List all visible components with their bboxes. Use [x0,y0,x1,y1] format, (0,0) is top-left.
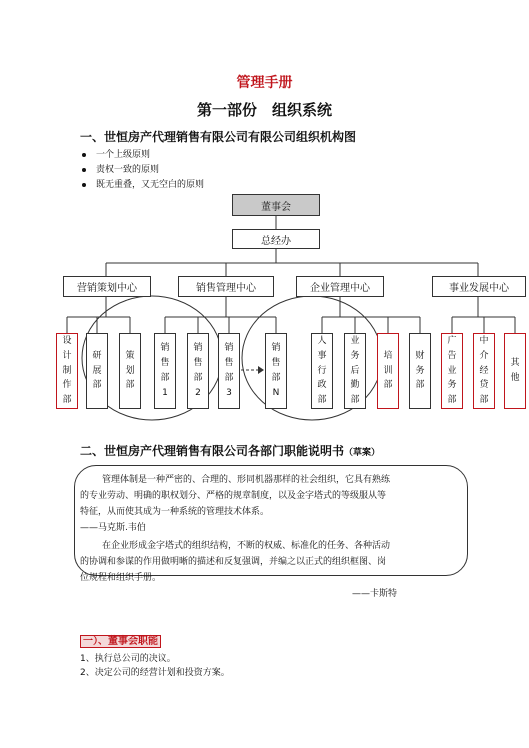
dept-sales-2: 销 售 部 2 [187,333,209,409]
manual-title: 管理手册 [236,75,293,91]
section1-heading: 一、世恒房产代理销售有限公司有限公司组织机构图 [80,130,357,144]
general-office-box: 总经办 [232,229,320,249]
dept-agency-loan: 中 介 经 贷 部 [473,333,495,409]
quote-line: 特征，从而使其成为一种系统的管理技术体系。 [80,507,270,517]
dept-logistics: 业 务 后 勤 部 [344,333,366,409]
list-item: 2、决定公司的经营计划和投资方案。 [80,668,230,678]
board-box: 董事会 [232,194,320,216]
quote-attribution: ——马克斯.韦伯 [80,523,146,533]
principle-item: 责权一致的原则 [82,163,204,178]
quote-line: 位规程和组织手册。 [80,573,162,583]
board-functions-label: 一）、董事会职能 [80,635,161,648]
quote-line: 的协调和参谋的作用做明晰的描述和反复强调，并编之以正式的组织框图、岗 [80,557,387,567]
dept-design: 设 计 制 作 部 [56,333,78,409]
principle-item: 既无重叠，又无空白的原则 [82,178,204,193]
dept-sales-n: 销 售 部 N [265,333,287,409]
center-enterprise: 企业管理中心 [296,276,384,297]
quote-line: 的专业劳动、明确的职权划分、严格的规章制度，以及金字塔式的等级服从等 [80,491,387,501]
quote-attribution: ——卡斯特 [352,589,398,599]
list-item: 1、执行总公司的决议。 [80,654,176,664]
dept-training: 培 训 部 [377,333,399,409]
dept-sales-1: 销 售 部 1 [154,333,176,409]
principle-item: 一个上级原则 [82,148,204,163]
dept-other: 其 他 [504,333,526,409]
quote-line: 管理体制是一种严密的、合理的、形同机器那样的社会组织，它具有熟练 [102,475,391,485]
dept-advertising: 广 告 业 务 部 [441,333,463,409]
center-development: 事业发展中心 [432,276,526,297]
heading-note: （草案） [344,448,381,458]
dept-finance: 财 务 部 [409,333,431,409]
dept-hr-admin: 人 事 行 政 部 [311,333,333,409]
center-sales: 销售管理中心 [178,276,274,297]
part-title: 第一部份 组织系统 [196,101,332,119]
board-functions-heading [80,632,161,647]
quote-line: 在企业形成金字塔式的组织结构，不断的权威、标准化的任务、各种活动 [102,541,391,551]
center-marketing: 营销策划中心 [63,276,151,297]
dept-planning: 策 划 部 [119,333,141,409]
dept-sales-3: 销 售 部 3 [218,333,240,409]
dept-research: 研 展 部 [86,333,108,409]
board-functions-list [80,652,230,680]
section2-heading: 二、世恒房产代理销售有限公司各部门职能说明书（草案） [80,444,381,458]
